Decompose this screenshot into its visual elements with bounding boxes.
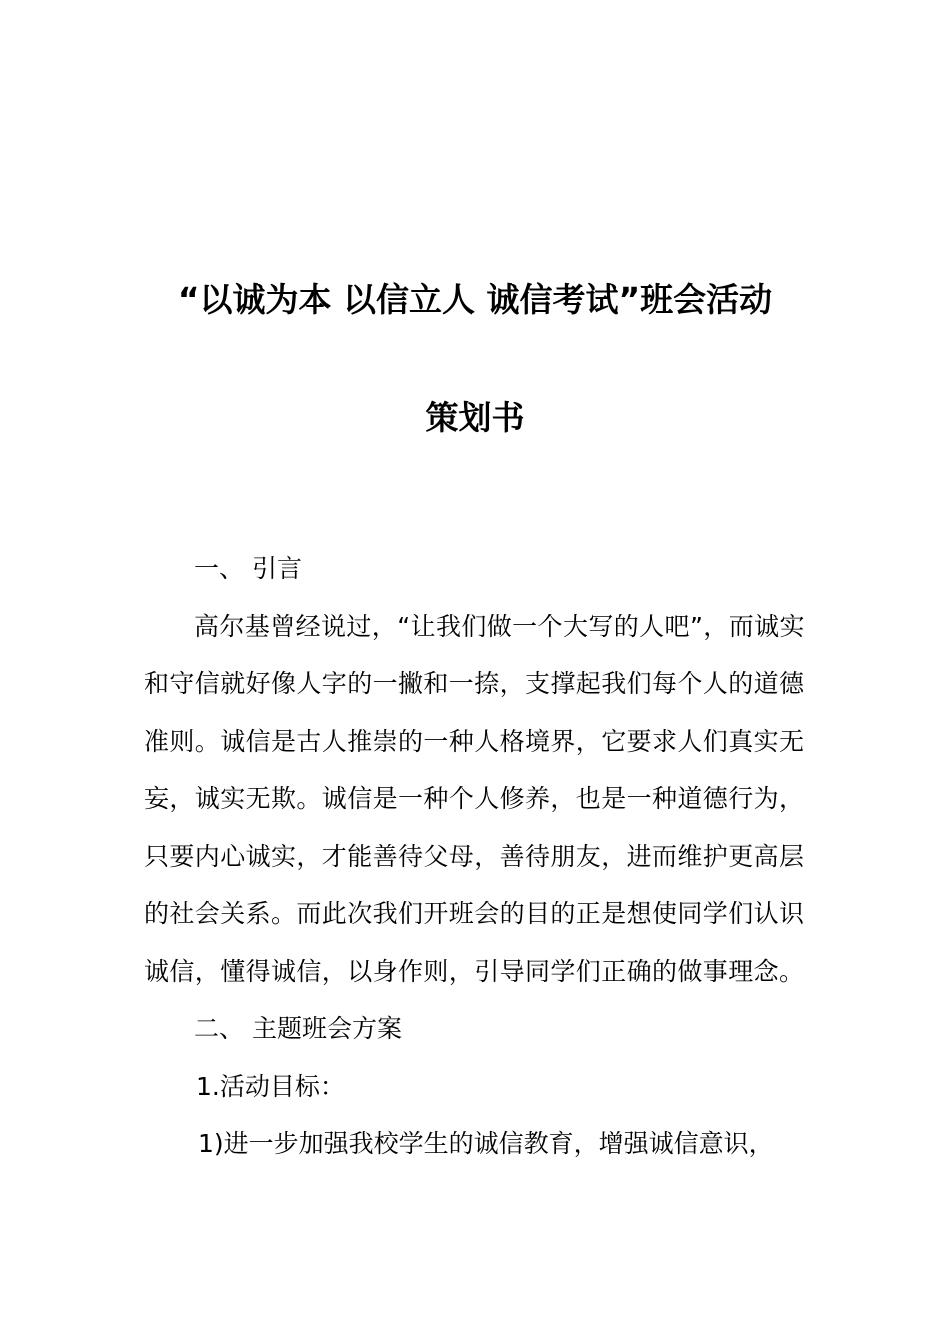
activity-goal-item-1: 1)进一步加强我校学生的诚信教育，增强诚信意识， xyxy=(198,1129,774,1158)
document-title-line-2: 策划书 xyxy=(425,398,525,437)
section-heading-plan: 二、 主题班会方案 xyxy=(194,1014,402,1043)
intro-paragraph: 高尔基曾经说过，“让我们做一个大写的人吧”，而诚实和守信就好像人字的一撇和一捺，支撑起我们每个人的道德准则。诚信是古人推崇的一种人格境界，它要求人们真实无妄，诚实无欺。诚信是一种个人修养，也是一种道德行为，只要内心诚实，才能善待父母，善待朋友，进而维护更高层的社会关系。而此次我们开班会的目的正是想使同学们认识诚信，懂得诚信，以身作则，引导同学们正确的做事理念。 xyxy=(144,611,805,986)
activity-goal-heading: 1.活动目标： xyxy=(196,1071,345,1101)
document-body xyxy=(144,540,810,1173)
section-heading-intro: 一、 引言 xyxy=(194,554,302,583)
document-title-line-1: “以诚为本 以信立人 诚信考试”班会活动 xyxy=(177,280,773,319)
